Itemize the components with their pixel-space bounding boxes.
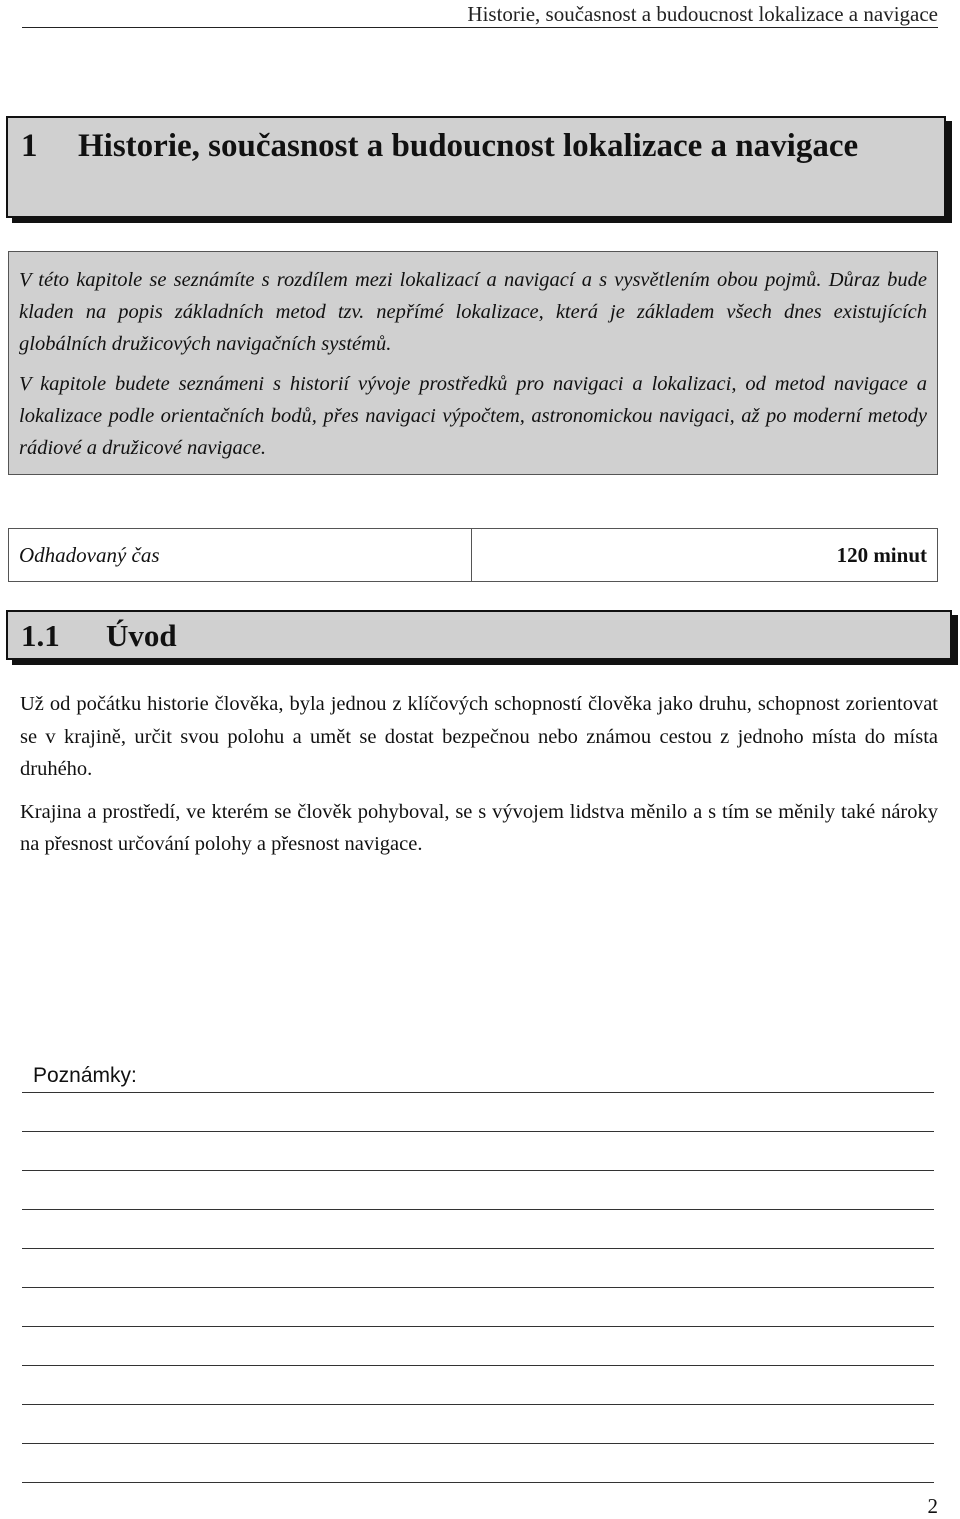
section-heading [6, 610, 952, 660]
time-estimate-table [8, 528, 938, 582]
note-line [22, 1287, 934, 1288]
chapter-title: Historie, současnost a budoucnost lokalizace a navigace [78, 128, 859, 164]
chapter-heading [6, 116, 946, 218]
note-line [22, 1404, 934, 1405]
note-line [22, 1248, 934, 1249]
intro-paragraph-2: V kapitole budete seznámeni s historií vývoje prostředků pro navigaci a lokalizaci, od metod navigace a lokalizace podle orientačních bodů, přes navigaci výpočtem, astronomickou navigaci, až po moderní metody rádiové a družicové navigace. [19, 373, 927, 459]
intro-paragraph-1: V této kapitole se seznámíte s rozdílem mezi lokalizací a navigací a s vysvětlením obou pojmů. Důraz bude kladen na popis základních metod tzv. nepřímé lokalizace, která je základem všech dnes existujících globálních družicových navigačních systémů. [19, 269, 927, 355]
time-estimate-label: Odhadovaný čas [9, 529, 472, 582]
section-title: Úvod [106, 618, 177, 653]
note-line [22, 1209, 934, 1210]
section-number: 1.1 [21, 618, 60, 653]
notes-label: Poznámky: [33, 1064, 137, 1087]
page-number: 2 [927, 1494, 938, 1518]
note-line [22, 1170, 934, 1171]
note-line [22, 1365, 934, 1366]
time-estimate-value: 120 minut [472, 529, 938, 582]
note-line [22, 1443, 934, 1444]
running-header: Historie, současnost a budoucnost lokalizace a navigace [467, 2, 938, 26]
header-rule [22, 27, 938, 28]
note-line [22, 1482, 934, 1483]
note-line [22, 1092, 934, 1093]
note-line [22, 1131, 934, 1132]
note-line [22, 1326, 934, 1327]
section-body [20, 688, 938, 871]
time-estimate-row [9, 529, 938, 582]
chapter-number: 1 [21, 128, 38, 164]
body-paragraph-1: Už od počátku historie člověka, byla jednou z klíčových schopností člověka jako druhu, schopnost zorientovat se v krajině, určit svou polohu a umět se dostat bezpečnou nebo známou cestou z jednoho místa do místa druhého. [20, 693, 938, 780]
body-paragraph-2: Krajina a prostředí, ve kterém se člověk pohyboval, se s vývojem lidstva měnilo a s tím se měnily také nároky na přesnost určování polohy a přesnost navigace. [20, 800, 938, 855]
chapter-intro-box [8, 251, 938, 475]
